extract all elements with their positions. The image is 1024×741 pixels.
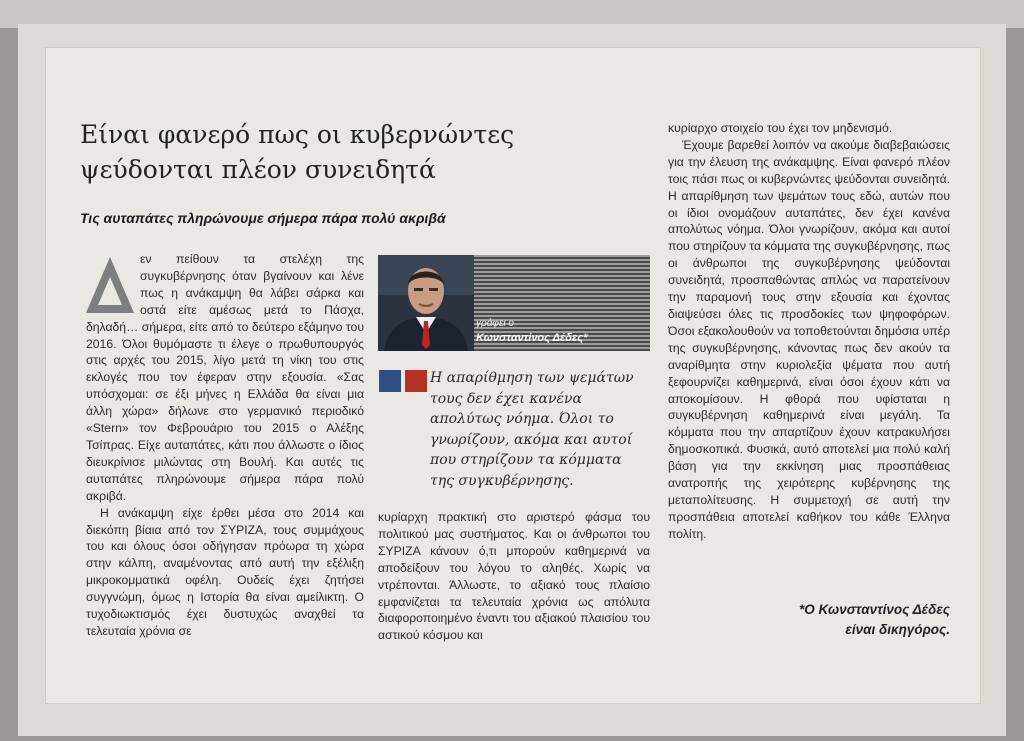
dropcap-letter-glyph	[86, 257, 134, 313]
dropcap	[86, 257, 134, 313]
author-note-line-2: είναι δικηγόρος.	[845, 622, 950, 637]
column1-paragraph-2: Η ανάκαμψη είχε έρθει μέσα στο 2014 και διεκόπη βίαια από τον ΣΥΡΙΖΑ, τους συμμάχους του και όλους όσοι οδήγησαν πρόωρα τη χώρα στην κάλπη, αναμένοντας από αυτή την εξέλιξη μικροκομματικά οφέλη. Ουδείς έχει ζητήσει συγγνώμη, όμως η Ιστορία θα είναι αμείλικτη. Ο τυχοδιωκτισμός έχει δυστυχώς αναχθεί τα τελευταία χρόνια σε	[86, 505, 364, 638]
article-subheadline: Τις αυταπάτες πληρώνουμε σήμερα πάρα πολύ ακριβά	[80, 210, 446, 226]
author-portrait-image	[378, 255, 474, 351]
author-note	[700, 600, 950, 640]
column1-paragraph-1: εν πείθουν τα στελέχη της συγκυβέρνησης όταν βγαίνουν και λένε πως η ανάκαμψη θα λάβει σάρκα και οστά είτε αμέσως μετά το Πάσχα, δηλαδή… σήμερα, είτε από το δεύτερο εξάμηνο του 2016. Όλοι θυμόμαστε τι έλεγε ο πρωθυπουργός στις αρχές του 2015, λίγο μετά τη νίκη του στις εκλογές που τον έφεραν στην εξουσία. «Σας υπόσχομαι: σε έξι μήνες η Ελλάδα θα είναι μια άλλη χώρα» δήλωνε στο γερμανικό περιοδικό «Stern» τον Φεβρουάριο του 2015 ο Αλέξης Τσίπρας. Είχε αυταπάτες, κάτι που άλλωστε ο ίδιος διευκρίνισε μιλώντας στη Βουλή. Και αυτές τις αυταπάτες πληρώνουμε σήμερα πάρα πολύ ακριβά.	[86, 252, 364, 503]
column3-paragraph-1: κυρίαρχο στοιχείο του έχει τον μηδενισμό.	[668, 121, 893, 135]
article-headline: Είναι φανερό πως οι κυβερνώντες ψεύδονται πλέον συνειδητά	[80, 120, 515, 184]
author-note-line-1: *Ο Κωνσταντίνος Δέδες	[799, 602, 950, 617]
byline-author-name: Κωνσταντίνος Δέδες*	[476, 332, 588, 344]
article-column-3	[668, 120, 950, 543]
article-column-2	[378, 509, 650, 644]
column2-paragraph-1: κυρίαρχη πρακτική στο αριστερό φάσμα του πολιτικού μας συστήματος. Και οι άνθρωποι του ΣΥΡΙΖΑ κάνουν ό,τι μπορούν καθημερινά να αποδείξουν του λόγου το αληθές. Χωρίς να ντρέπονται. Άλλωστε, το αξιακό τους πλαίσιο εμφανίζεται τα τελευταία χρόνια ως απόλυτα διαφοροποιημένο έναντι του αξιακού πλαισίου του αστικού κόσμου και	[378, 510, 650, 643]
pull-quote: Η απαρίθμηση των ψεμάτων τους δεν έχει κανένα απολύτως νόημα. Όλοι το γνωρίζουν, ακόμα και αυτοί που στηρίζουν τα κόμματα της συγκυβέρνησης.	[430, 370, 634, 489]
column3-paragraph-2: Έχουμε βαρεθεί λοιπόν να ακούμε διαβεβαιώσεις για την έλευση της ανάκαμψης. Είναι φανερό πλέον τοις πάσι πως οι κυβερνώντες ψεύδονται συνειδητά. Η απαρίθμηση των ψεμάτων τους εδώ, αυτών που οι ίδιοι ονομάζουν αυταπάτες, δεν έχει κανένα απολύτως νόημα. Όλοι γνωρίζουν, ακόμα και αυτοί που στηρίζουν τα κόμματα της συγκυβέρνησης, πως οι άνθρωποι της συγκυβέρνησης ψεύδονται συνειδητά, προσπαθώντας απλώς να παρατείνουν την παραμονή τους στην εξουσία και έχοντας διαψεύσει όλες τις προσδοκίες των ψηφοφόρων. Όσοι εξακολουθούν να τοποθετούνται δημόσια υπέρ της συγκυβέρνησης, κάνοντας πως δεν ακούν τα αναρίθμητα στην κυριολεξία ψέματα που αυτή ξεφουρνίζει καθημερινά, είναι όσοι έχουν κάτι να αποκομίσουν. Η φθορά που υφίσταται η συγκυβέρνηση καθημερινά είναι μεγάλη. Τα κόμματα που την απαρτίζουν έχουν κατρακυλήσει δημοσκοπικά. Φυσικά, αυτό αποτελεί μια πολύ καλή βάση για την εκκίνηση μιας προσπάθειας ανατροπής της χειρότερης κυβέρνησης της μεταπολίτευσης. Η συμμετοχή σε αυτή την προσπάθεια αποτελεί καθήκον του κάθε Έλληνα πολίτη.	[668, 137, 950, 541]
byline-prefix: γράφει ο	[476, 318, 514, 329]
article-column-1	[86, 251, 364, 640]
quote-marker-red	[405, 370, 427, 392]
quote-marker-blue	[379, 370, 401, 392]
